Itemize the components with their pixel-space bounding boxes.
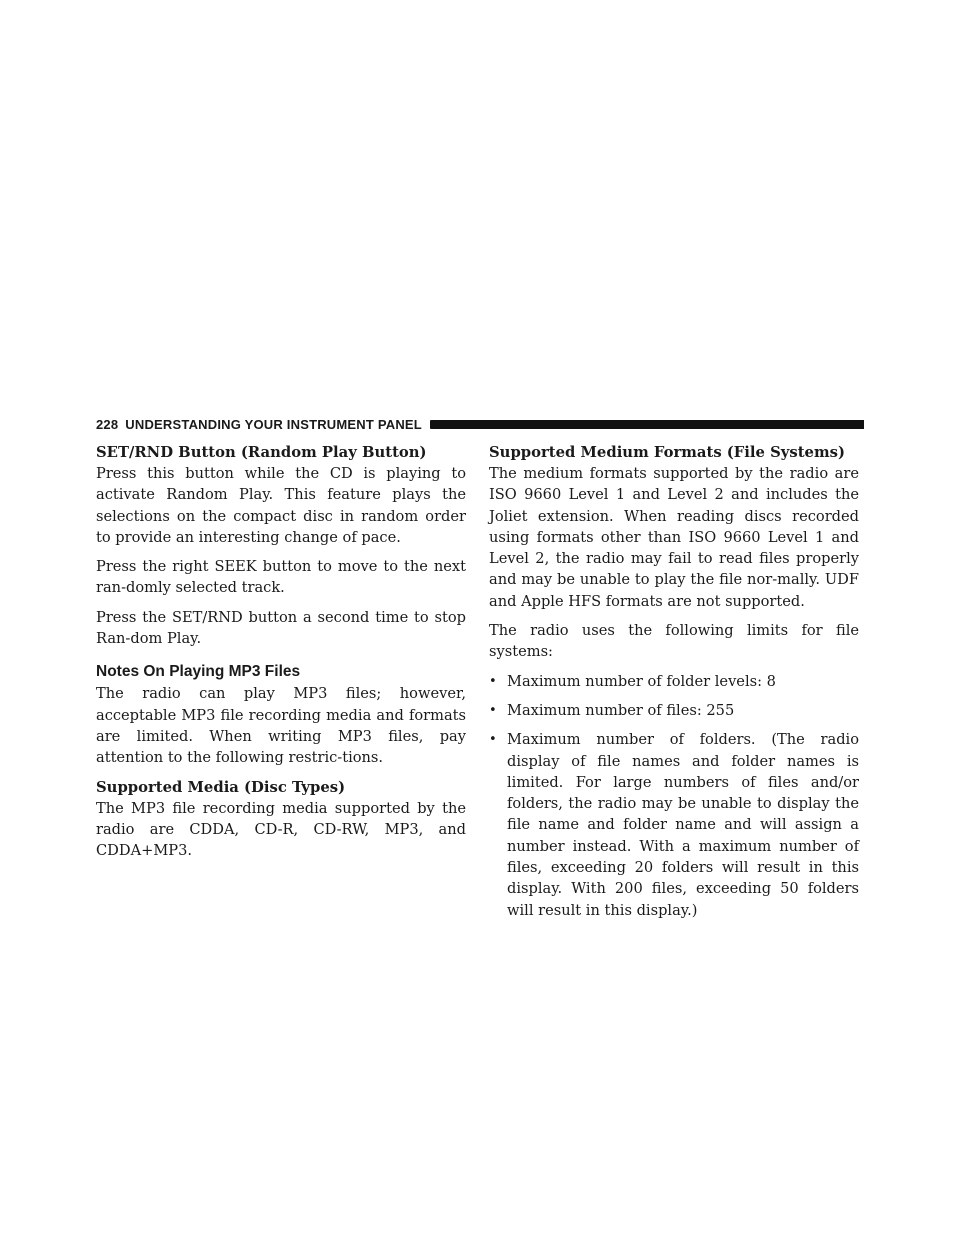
setrnd-paragraph-1: Press this button while the CD is playing to activate Random Play. This feature plays the selections on the compact disc in random order to provide an interesting change of pace. xyxy=(96,465,466,546)
left-column xyxy=(96,442,466,869)
header-rule xyxy=(430,420,864,429)
supported-media-heading: Supported Media (Disc Types) xyxy=(96,778,346,796)
limits-list xyxy=(489,671,859,921)
section-title: UNDERSTANDING YOUR INSTRUMENT PANEL xyxy=(125,416,422,432)
list-item-text: Maximum number of files: 255 xyxy=(507,701,735,719)
list-item xyxy=(489,700,859,721)
page-number: 228 xyxy=(96,416,119,432)
list-item xyxy=(489,671,859,692)
page-header xyxy=(96,416,864,432)
setrnd-heading: SET/RND Button (Random Play Button) xyxy=(96,444,427,461)
formats-paragraph: The medium formats supported by the radio are ISO 9660 Level 1 and Level 2 and includes the Joliet extension. When reading discs recorded using formats other than ISO 9660 Level 1 and Level 2, the radio may fail to read files properly and may be unable to play the file nor-mally. UDF and Apple HFS formats are not supported. xyxy=(489,465,859,610)
bullet-icon: • xyxy=(489,702,497,718)
supported-media-paragraph: The MP3 file recording media supported by the radio are CDDA, CD-R, CD-RW, MP3, and CDDA+MP3. xyxy=(96,799,466,860)
mp3-notes-paragraph: The radio can play MP3 files; however, acceptable MP3 file recording media and formats are limited. When writing MP3 files, pay attention to the following restric-tions. xyxy=(96,685,466,767)
list-item-text: Maximum number of folders. (The radio display of file names and folder names is limited. For large numbers of files and/or folders, the radio may be unable to display the file name and folder name and will assign a number instead. With a maximum number of files, exceeding 20 folders will result in this display. With 200 files, exceeding 50 folders will result in this display.) xyxy=(507,731,859,919)
right-column xyxy=(489,442,859,929)
list-item xyxy=(489,729,859,921)
setrnd-paragraph-3: Press the SET/RND button a second time to stop Ran-dom Play. xyxy=(96,608,466,648)
bullet-icon: • xyxy=(489,673,497,689)
formats-heading: Supported Medium Formats (File Systems) xyxy=(489,444,845,461)
list-item-text: Maximum number of folder levels: 8 xyxy=(507,672,776,690)
setrnd-paragraph-2: Press the right SEEK button to move to the next ran-domly selected track. xyxy=(96,558,466,597)
bullet-icon: • xyxy=(489,732,497,748)
limits-intro: The radio uses the following limits for file systems: xyxy=(489,622,859,661)
mp3-notes-heading: Notes On Playing MP3 Files xyxy=(96,663,301,681)
